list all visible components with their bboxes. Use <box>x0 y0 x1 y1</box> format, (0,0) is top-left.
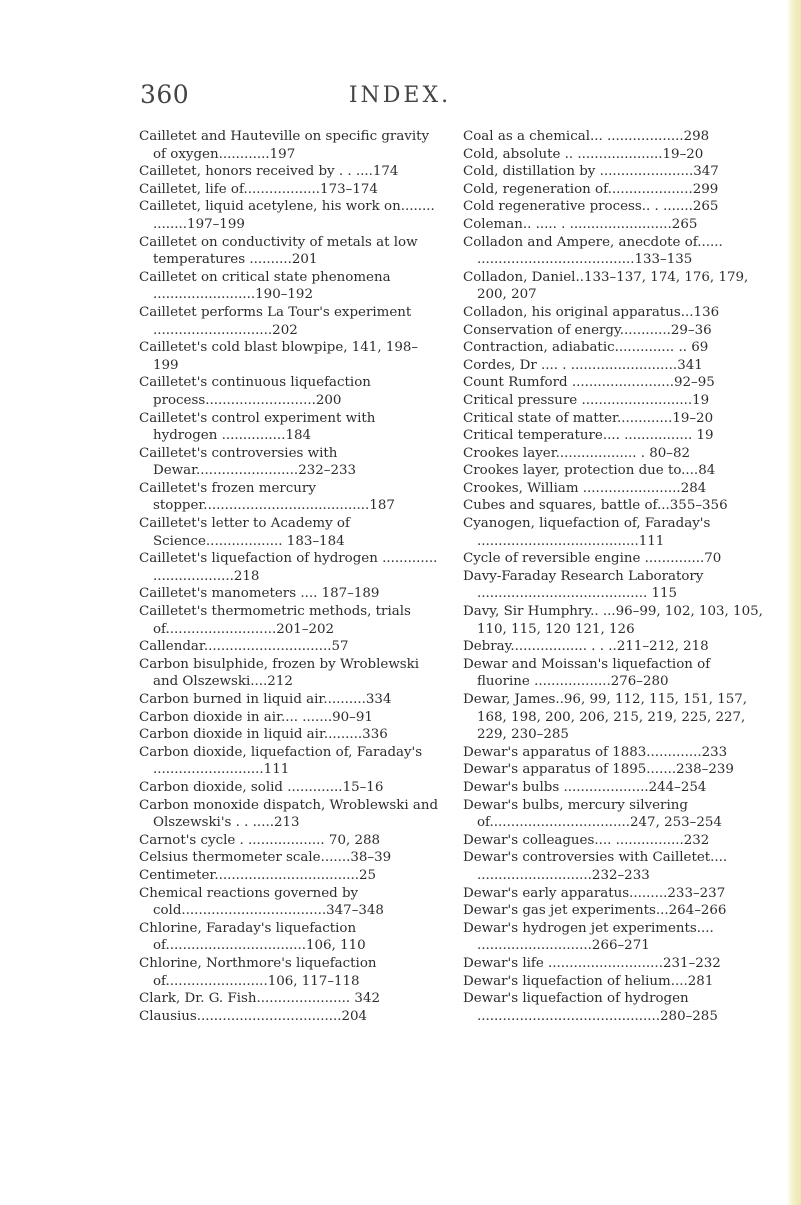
index-entry: Cold, absolute .. ....................19–20 <box>463 146 704 162</box>
index-entry: Crookes layer, protection due to....84 <box>463 463 716 479</box>
index-entry: Davy, Sir Humphry.. ...96–99, 102, 103, 105, 110, 115, 120 121, 126 <box>463 604 763 637</box>
index-entry: Cubes and squares, battle of...355–356 <box>463 498 728 514</box>
index-entry: Carbon dioxide, solid .............15–16 <box>139 779 384 795</box>
index-entry: Conservation of energy............29–36 <box>463 322 712 338</box>
index-entry: Cailletet's controversies with Dewar........................232–233 <box>139 445 357 479</box>
index-entry: Centimeter..................................25 <box>139 867 377 883</box>
index-entry: Cailletet's thermometric methods, trials of..........................201–202 <box>139 604 411 637</box>
index-entry: Cailletet's liquefaction of hydrogen ............. ...................218 <box>139 551 438 584</box>
index-entry: Cailletet and Hauteville on specific gravity of oxygen............197 <box>139 129 430 162</box>
index-entry: Dewar's colleagues.... ................232 <box>463 832 710 848</box>
index-entry: Cailletet on critical state phenomena ........................190–192 <box>139 269 391 303</box>
index-entry: Count Rumford ........................92–95 <box>463 375 715 391</box>
index-entry: Carbon monoxide dispatch, Wroblewski and Olszewski's . . .....213 <box>139 797 439 831</box>
index-entry: Cailletet, honors received by . . ....174 <box>139 164 399 180</box>
index-entry: Cyanogen, liquefaction of, Faraday's ......................................111 <box>463 516 711 549</box>
index-entry: Clausius..................................204 <box>139 1008 368 1024</box>
running-head: INDEX. <box>348 83 452 108</box>
index-entry: Carbon burned in liquid air..........334 <box>139 692 392 707</box>
index-entry: Carbon dioxide in air.... .......90–91 <box>139 709 373 725</box>
index-entry: Dewar and Moissan's liquefaction of fluorine ..................276–280 <box>463 656 711 690</box>
page-header <box>140 80 741 120</box>
index-column-left <box>139 128 439 1025</box>
index-entry: Coleman.. ..... . ........................265 <box>463 216 698 232</box>
index-entry: Dewar's liquefaction of helium....281 <box>463 973 714 989</box>
index-entry: Dewar's gas jet experiments...264–266 <box>463 903 727 919</box>
index-entry: Chlorine, Northmore's liquefaction of........................106, 117–118 <box>139 955 377 989</box>
index-entry: Coal as a chemical... ..................298 <box>463 129 710 144</box>
index-entry: Cailletet's control experiment with hydrogen ...............184 <box>139 410 376 444</box>
index-entry: Dewar's apparatus of 1895.......238–239 <box>463 762 734 778</box>
index-entry: Cailletet performs La Tour's experiment ............................202 <box>139 304 412 338</box>
index-entry: Dewar's bulbs, mercury silvering of.................................247, 253–254 <box>463 797 722 831</box>
index-entry: Cailletet's continuous liquefaction process..........................200 <box>139 375 371 408</box>
index-entry: Cailletet, liquid acetylene, his work on........ ........197–199 <box>139 199 435 232</box>
index-entry: Carbon dioxide in liquid air.........336 <box>139 727 388 743</box>
index-entry: Cailletet's frozen mercury stopper.......................................187 <box>139 480 395 514</box>
index-entry: Chlorine, Faraday's liquefaction of.................................106, 110 <box>139 920 366 954</box>
index-entry: Cailletet's manometers .... 187–189 <box>139 586 380 602</box>
index-entry: Dewar's controversies with Cailletet.... ...........................232–233 <box>463 850 728 883</box>
index-entry: Carnot's cycle . .................. 70, 288 <box>139 832 381 848</box>
index-entry: Cailletet, life of..................173–174 <box>139 181 378 197</box>
index-entry: Dewar's bulbs ....................244–254 <box>463 779 707 795</box>
index-entry: Chemical reactions governed by cold..................................347–348 <box>139 885 384 919</box>
index-entry: Dewar's apparatus of 1883.............233 <box>463 744 728 760</box>
index-entry: Colladon, his original apparatus...136 <box>463 304 720 320</box>
index-entry: Davy-Faraday Research Laboratory ........................................ 115 <box>463 568 704 602</box>
index-entry: Cycle of reversible engine ..............70 <box>463 551 722 567</box>
index-entry: Dewar's early apparatus.........233–237 <box>463 885 726 901</box>
index-entry: Cold, regeneration of....................299 <box>463 181 719 197</box>
index-entry: Critical pressure ..........................19 <box>463 392 710 408</box>
index-entry: Cordes, Dr .... . .........................341 <box>463 357 703 373</box>
index-entry: Cailletet on conductivity of metals at low temperatures ..........201 <box>139 234 418 268</box>
index-entry: Colladon and Ampere, anecdote of...... .....................................133–135 <box>463 234 723 268</box>
index-entry: Critical state of matter.............19–20 <box>463 410 714 426</box>
index-entry: Cold regenerative process.. . .......265 <box>463 199 719 215</box>
index-entry: Cailletet's letter to Academy of Science.................. 183–184 <box>139 516 350 549</box>
index-entry: Carbon dioxide, liquefaction of, Faraday's ..........................111 <box>139 744 423 778</box>
index-entry: Contraction, adiabatic.............. .. 69 <box>463 340 709 356</box>
index-entry: Dewar's life ...........................231–232 <box>463 955 721 971</box>
index-entry: Clark, Dr. G. Fish...................... 342 <box>139 991 380 1007</box>
index-entry: Dewar's liquefaction of hydrogen ...........................................280–285 <box>463 991 718 1024</box>
index-entry: Carbon bisulphide, frozen by Wroblewski and Olszewski....212 <box>139 656 420 690</box>
index-entry: Debray.................. . . ..211–212, 218 <box>463 639 709 655</box>
index-entry: Dewar, James..96, 99, 112, 115, 151, 157, 168, 198, 200, 206, 215, 219, 225, 227, 229, 230–285 <box>463 692 748 743</box>
index-entry: Cailletet's cold blast blowpipe, 141, 198–199 <box>139 340 419 373</box>
index-entry: Dewar's hydrogen jet experiments.... ...........................266–271 <box>463 920 714 954</box>
index-entry: Crookes, William .......................284 <box>463 480 707 496</box>
index-entry: Cold, distillation by ......................347 <box>463 164 719 180</box>
index-column-right <box>463 128 763 1025</box>
page-number: 360 <box>140 80 190 109</box>
page-edge <box>787 0 801 1205</box>
index-entry: Crookes layer................... . 80–82 <box>463 445 691 461</box>
index-entry: Callendar..............................57 <box>139 639 349 655</box>
index-entry: Colladon, Daniel..133–137, 174, 176, 179, 200, 207 <box>463 269 749 303</box>
index-entry: Critical temperature.... ................ 19 <box>463 428 714 444</box>
index-entry: Celsius thermometer scale.......38–39 <box>139 850 392 866</box>
